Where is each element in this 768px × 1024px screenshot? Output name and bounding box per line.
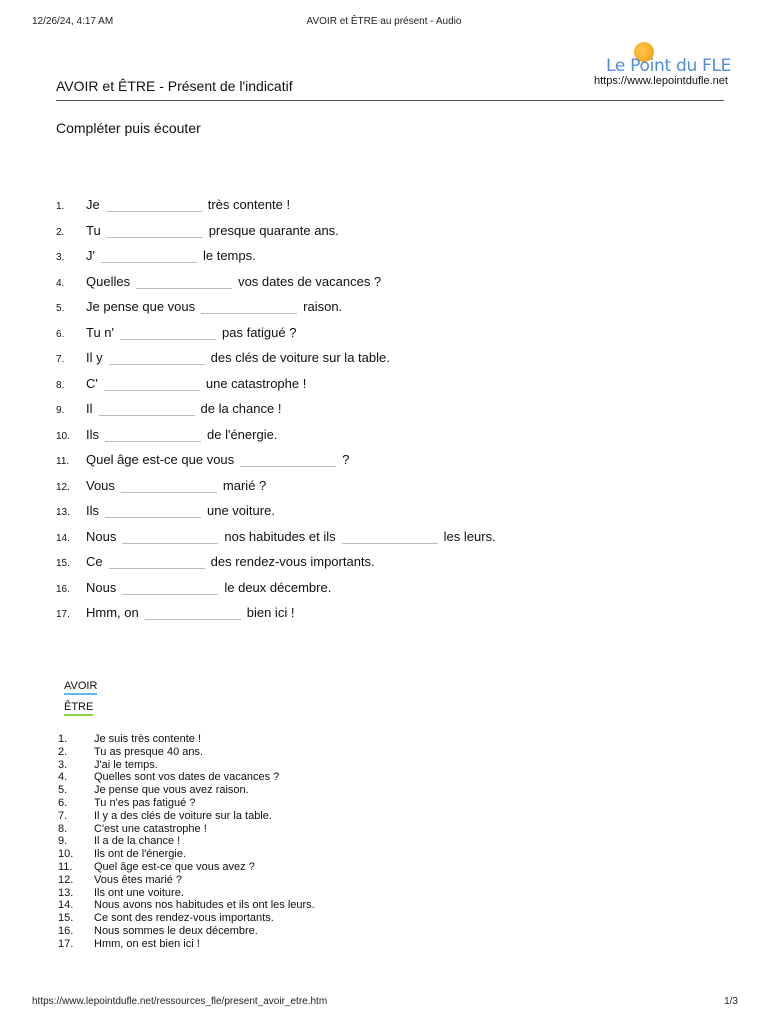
site-logo[interactable] [604,40,734,80]
answer-item [58,925,315,938]
item-number: 7. [56,354,65,365]
blank-input[interactable] [107,222,203,238]
exercise-item [56,579,496,605]
answer-number: 1. [58,733,68,745]
blank-input[interactable] [105,502,201,518]
blank-input[interactable] [122,528,218,544]
item-number: 3. [56,252,65,263]
page-url: https://www.lepointdufle.net/ressources_fle/present_avoir_etre.htm [32,996,328,1007]
answer-item [58,938,315,951]
answer-item [58,848,315,861]
answer-number: 8. [58,822,68,835]
legend-etre: ÊTRE [64,701,93,716]
sentence-fragment: Vous [86,477,115,493]
answer-item [58,874,315,887]
sentence-fragment: vos dates de vacances ? [238,273,382,289]
answer-item [58,912,315,925]
answer-number: 9. [58,835,68,848]
sentence-fragment: de la chance ! [200,401,282,416]
instruction-text: Compléter puis écouter [56,120,201,136]
answer-item [58,746,315,759]
answer-number: 17. [58,937,74,950]
title-divider [56,100,724,101]
item-number: 2. [56,226,65,238]
item-number: 11. [56,456,70,467]
answer-number: 7. [58,809,68,822]
answer-number: 4. [58,771,68,784]
blank-input[interactable] [121,477,217,493]
sentence-fragment: le deux décembre. [224,579,332,595]
item-number: 16. [56,583,70,595]
sentence-fragment: des clés de voiture sur la table. [210,350,390,365]
exercise-item [56,273,496,299]
answer-number: 11. [58,860,73,873]
answer-item [58,733,315,746]
blank-input[interactable] [240,451,336,467]
blank-input[interactable] [99,400,195,416]
answer-number: 15. [58,912,74,925]
sentence-fragment: Tu n' [86,324,115,340]
sentence-fragment: Ils [86,426,99,442]
blank-input[interactable] [109,553,205,569]
exercise-item [56,451,496,477]
sentence-fragment: Il [86,401,93,416]
item-number: 17. [56,609,70,620]
blank-input[interactable] [342,528,438,544]
sentence-fragment: Je [86,197,100,212]
exercise-item [56,426,496,452]
item-number: 13. [56,507,70,518]
answer-text: J'ai le temps. [94,758,158,771]
item-number: 14. [56,532,70,544]
sentence-fragment: Nous [86,579,117,595]
answer-text: Ils ont de l'énergie. [94,848,186,861]
blank-input[interactable] [105,426,201,442]
sentence-fragment: nos habitudes et ils [224,528,336,544]
item-number: 4. [56,277,65,289]
legend-avoir: AVOIR [64,680,97,695]
answer-item [58,797,315,810]
answer-text: Tu as presque 40 ans. [94,745,204,758]
blank-input[interactable] [120,324,216,340]
exercise-item [56,502,496,528]
exercise-item [56,477,496,503]
answer-number: 6. [58,796,68,809]
answer-number: 2. [58,745,68,758]
answer-item [58,823,315,836]
sentence-fragment: Ce [86,554,103,569]
sentence-fragment: Ils [86,503,99,518]
blank-input[interactable] [104,375,200,391]
sentence-fragment: Hmm, on [86,605,139,620]
sentence-fragment: Je pense que vous [86,299,196,314]
sentence-fragment: bien ici ! [246,605,295,620]
exercise-item [56,298,496,324]
answer-item [58,861,315,874]
blank-input[interactable] [145,604,241,620]
logo-text: Le Point du FLE [606,56,732,76]
exercise-list [56,196,496,630]
sentence-fragment: C' [86,375,98,391]
answer-text: Je suis très contente ! [94,733,201,745]
item-number: 8. [56,379,65,391]
sentence-fragment: marié ? [222,477,267,493]
sentence-fragment: ? [342,452,350,467]
item-number: 10. [56,430,70,442]
sentence-fragment: J' [86,248,95,263]
exercise-item [56,196,496,222]
item-number: 6. [56,328,65,340]
sentence-fragment: Nous [86,528,117,544]
item-number: 1. [56,201,65,212]
exercise-item [56,222,496,248]
answer-number: 3. [58,758,68,771]
site-url[interactable]: https://www.lepointdufle.net [594,75,728,87]
answer-text: Hmm, on est bien ici ! [94,937,200,950]
sentence-fragment: Il y [86,350,103,365]
answer-key-list [58,733,315,951]
answer-text: Il a de la chance ! [94,835,181,848]
page-title: AVOIR et ÊTRE - Présent de l'indicatif [56,78,293,94]
exercise-item [56,400,496,426]
answer-text: Je pense que vous avez raison. [94,784,249,797]
answer-text: Nous sommes le deux décembre. [94,924,258,937]
sentence-fragment: très contente ! [207,197,291,212]
exercise-item [56,349,496,375]
sentence-fragment: raison. [303,299,343,314]
answer-text: Il y a des clés de voiture sur la table. [94,809,272,822]
exercise-item [56,604,496,630]
legend [64,680,97,716]
sentence-fragment: les leurs. [443,528,496,544]
item-number: 5. [56,303,65,314]
item-number: 9. [56,405,65,416]
blank-input[interactable] [109,349,205,365]
blank-input[interactable] [136,273,232,289]
answer-item [58,784,315,797]
exercise-item [56,324,496,350]
blank-input[interactable] [106,196,202,212]
item-number: 12. [56,481,70,493]
answer-text: Vous êtes marié ? [94,873,183,886]
page-number: 1/3 [724,996,738,1007]
item-number: 15. [56,558,70,569]
sentence-fragment: Quel âge est-ce que vous [86,452,235,467]
blank-input[interactable] [101,247,197,263]
exercise-item [56,247,496,273]
answer-text: Ce sont des rendez-vous importants. [94,912,274,925]
answer-text: Nous avons nos habitudes et ils ont les leurs. [94,899,315,912]
answer-number: 12. [58,873,74,886]
sentence-fragment: des rendez-vous importants. [210,554,375,569]
sentence-fragment: de l'énergie. [207,426,278,442]
answer-item [58,771,315,784]
blank-input[interactable] [201,298,297,314]
exercise-item [56,375,496,401]
sentence-fragment: presque quarante ans. [208,222,339,238]
answer-number: 16. [58,924,74,937]
exercise-item [56,528,496,554]
answer-number: 13. [58,886,74,899]
print-date: 12/26/24, 4:17 AM [32,16,114,27]
blank-input[interactable] [122,579,218,595]
answer-item [58,899,315,912]
sentence-fragment: pas fatigué ? [222,324,297,340]
print-document-title: AVOIR et ÊTRE au présent - Audio [306,16,462,27]
answer-text: C'est une catastrophe ! [94,822,207,835]
sentence-fragment: Quelles [86,273,131,289]
answer-number: 5. [58,784,68,797]
sentence-fragment: Tu [86,222,101,238]
answer-item [58,759,315,772]
sentence-fragment: le temps. [202,248,256,263]
sentence-fragment: une voiture. [207,503,275,518]
answer-number: 14. [58,899,74,912]
sentence-fragment: une catastrophe ! [205,375,307,391]
answer-item [58,887,315,900]
answer-item [58,810,315,823]
answer-text: Quelles sont vos dates de vacances ? [94,771,280,784]
answer-text: Quel âge est-ce que vous avez ? [94,860,255,873]
exercise-item [56,553,496,579]
answer-number: 10. [58,848,74,861]
answer-item [58,835,315,848]
answer-text: Tu n'es pas fatigué ? [94,796,196,809]
answer-text: Ils ont une voiture. [94,886,184,899]
